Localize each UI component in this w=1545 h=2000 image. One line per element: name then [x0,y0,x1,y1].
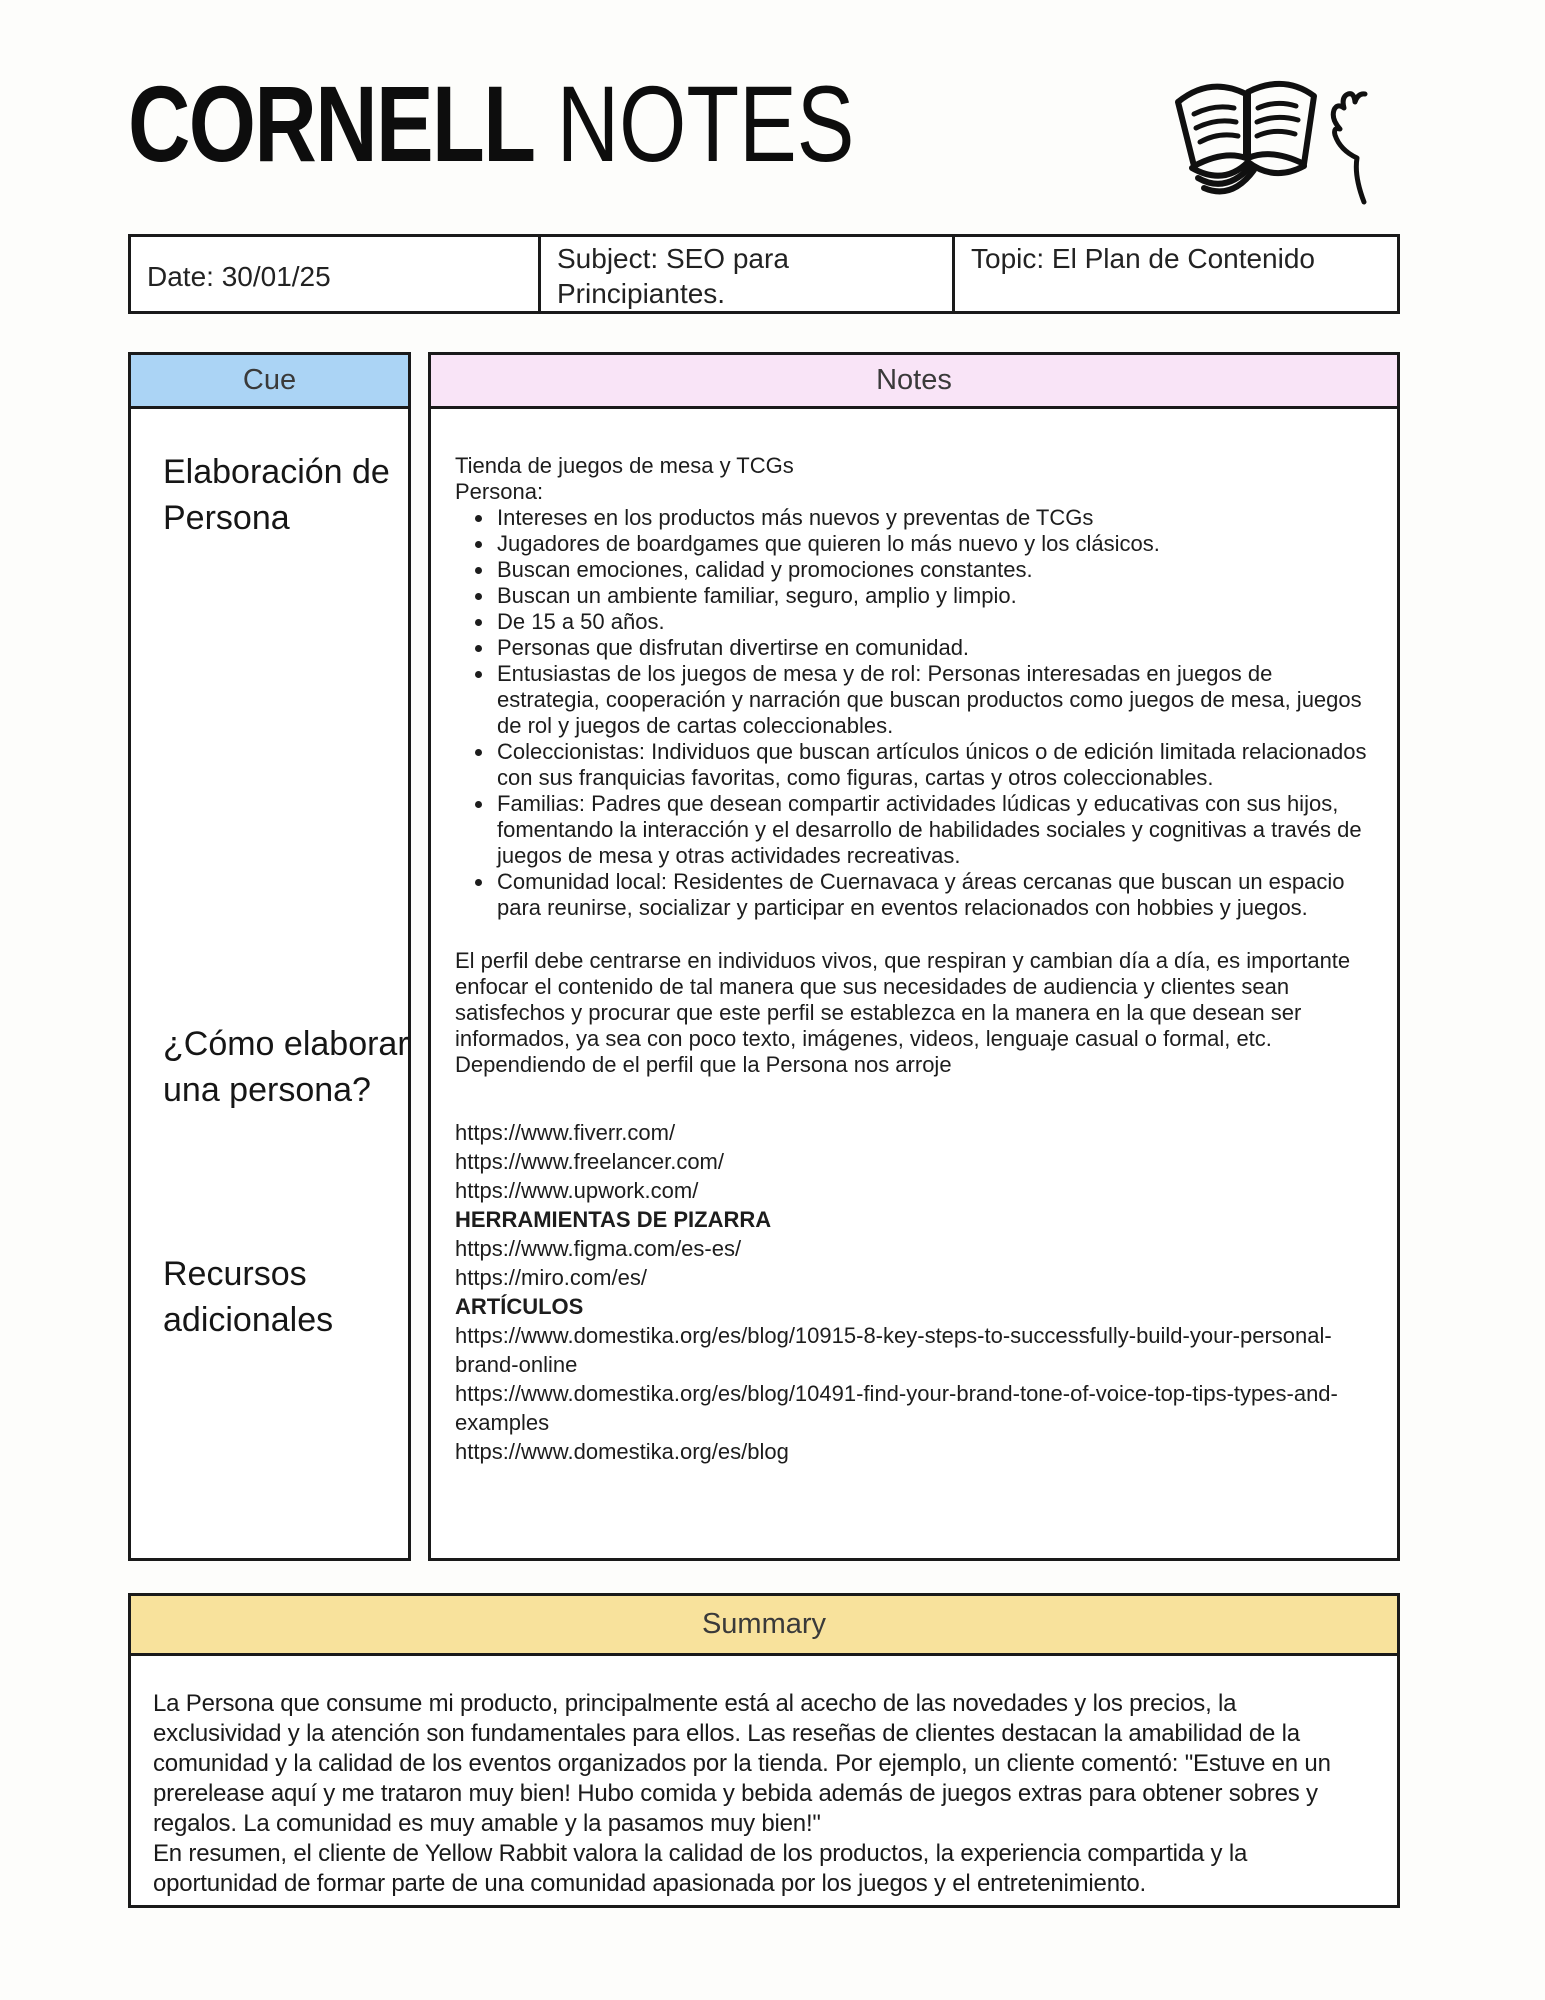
list-item: • Coleccionistas: Individuos que buscan artículos únicos o de edición limitada relacionados con sus franquicias favoritas, como figuras, cartas y otros coleccionables. [495,739,1367,791]
resource-link: https://miro.com/es/ [455,1265,647,1290]
page-title [128,63,855,184]
notes-column-body [428,406,1400,1561]
list-item: • Intereses en los productos más nuevos y preventas de TCGs [495,505,1367,531]
list-item: • Buscan emociones, calidad y promociones constantes. [495,557,1367,583]
cue-notes-columns [128,352,1400,1561]
cue-header-label: Cue [242,364,297,396]
subject-text: Subject: SEO para Principiantes. [557,243,789,309]
resource-link: https://www.domestika.org/es/blog/10915-8-key-steps-to-successfully-build-your-personal-brand-online [455,1323,1332,1377]
resource-link: https://www.figma.com/es-es/ [455,1236,742,1261]
meta-date-cell [131,237,541,311]
list-item: • Buscan un ambiente familiar, seguro, amplio y limpio. [495,583,1367,609]
topic-text: Topic: El Plan de Contenido [971,243,1315,274]
notes-header-label: Notes [876,364,952,396]
list-item: • Familias: Padres que desean compartir actividades lúdicas y educativas con sus hijos, fomentando la interacción y el desarrollo de habilidades sociales y cognitivas a través de juegos de mesa y otras actividades recreativas. [495,791,1367,869]
notes-intro [455,453,1367,505]
list-item: • Personas que disfrutan divertirse en comunidad. [495,635,1367,661]
resource-link: https://www.domestika.org/es/blog [455,1439,789,1464]
summary-section [128,1593,1400,1908]
summary-paragraph-2: En resumen, el cliente de Yellow Rabbit valora la calidad de los productos, la experiencia compartida y la oportunidad de formar parte de una comunidad apasionada por los juegos y el entretenimiento. [153,1840,1248,1897]
notes-intro-line1: Tienda de juegos de mesa y TCGs [455,453,794,478]
cue-item-elaboracion-de-persona: Elaboración de Persona [163,453,390,537]
list-item: • Jugadores de boardgames que quieren lo más nuevo y los clásicos. [495,531,1367,557]
notes-intro-line2: Persona: [455,479,544,504]
cue-column-body [128,406,411,1561]
summary-body [128,1653,1400,1908]
title-row [128,63,1400,220]
meta-table [128,234,1400,314]
cue-item-recursos-adicionales: Recursos adicionales [163,1255,334,1339]
resource-link: https://www.domestika.org/es/blog/10491-find-your-brand-tone-of-voice-top-tips-types-and-examples [455,1381,1338,1435]
articles-heading: ARTÍCULOS [455,1294,584,1319]
meta-subject-cell [541,237,955,311]
whiteboard-tools-heading: HERRAMIENTAS DE PIZARRA [455,1207,772,1232]
persona-profile-paragraph: El perfil debe centrarse en individuos vivos, que respiran y cambian día a día, es importante enfocar el contenido de tal manera que sus necesidades de audiencia y clientes sean satisfechos y procurar que este perfil se establezca en la manera en la que desean ser informados, ya sea con poco texto, imágenes, videos, lenguaje casual o formal, etc. Dependiendo de el perfil que la Persona nos arroje [455,948,1351,1077]
page-title-light: NOTES [556,63,855,184]
open-book-icon [1154,72,1374,219]
resource-link: https://www.freelancer.com/ [455,1149,724,1174]
notes-column [428,352,1400,1561]
cue-column-header [128,352,411,409]
list-item: • Comunidad local: Residentes de Cuernavaca y áreas cercanas que buscan un espacio para reunirse, socializar y participar en eventos relacionados con hobbies y juegos. [495,869,1367,921]
page-title-bold: CORNELL [128,63,535,184]
summary-header-label: Summary [701,1608,827,1640]
summary-paragraph-1: La Persona que consume mi producto, principalmente está al acecho de las novedades y los precios, la exclusividad y la atención son fundamentales para ellos. Las reseñas de clientes destacan la amabilidad de la comunidad y la calidad de los eventos organizados por la tienda. Por ejemplo, un cliente comentó: "Estuve en un prerelease aquí y me trataron muy bien! Hubo comida y bebida además de juegos extras para obtener sobres y regalos. La comunidad es muy amable y la pasamos muy bien!" [153,1690,1331,1837]
summary-header-bar [128,1593,1400,1656]
cue-item-como-elaborar-una-persona: ¿Cómo elaborar una persona? [163,1025,409,1109]
date-text: Date: 30/01/25 [147,260,331,292]
notes-column-header [428,352,1400,409]
resource-link: https://www.fiverr.com/ [455,1120,676,1145]
cue-column [128,352,411,1561]
persona-bullet-list [455,505,1367,921]
list-item: • Entusiastas de los juegos de mesa y de rol: Personas interesadas en juegos de estrategia, cooperación y narración que buscan productos como juegos de mesa, juegos de rol y juegos de cartas coleccionables. [495,661,1367,739]
list-item: • De 15 a 50 años. [495,609,1367,635]
meta-topic-cell [955,237,1397,311]
resource-link: https://www.upwork.com/ [455,1178,699,1203]
additional-resources-block [455,1118,1367,1466]
